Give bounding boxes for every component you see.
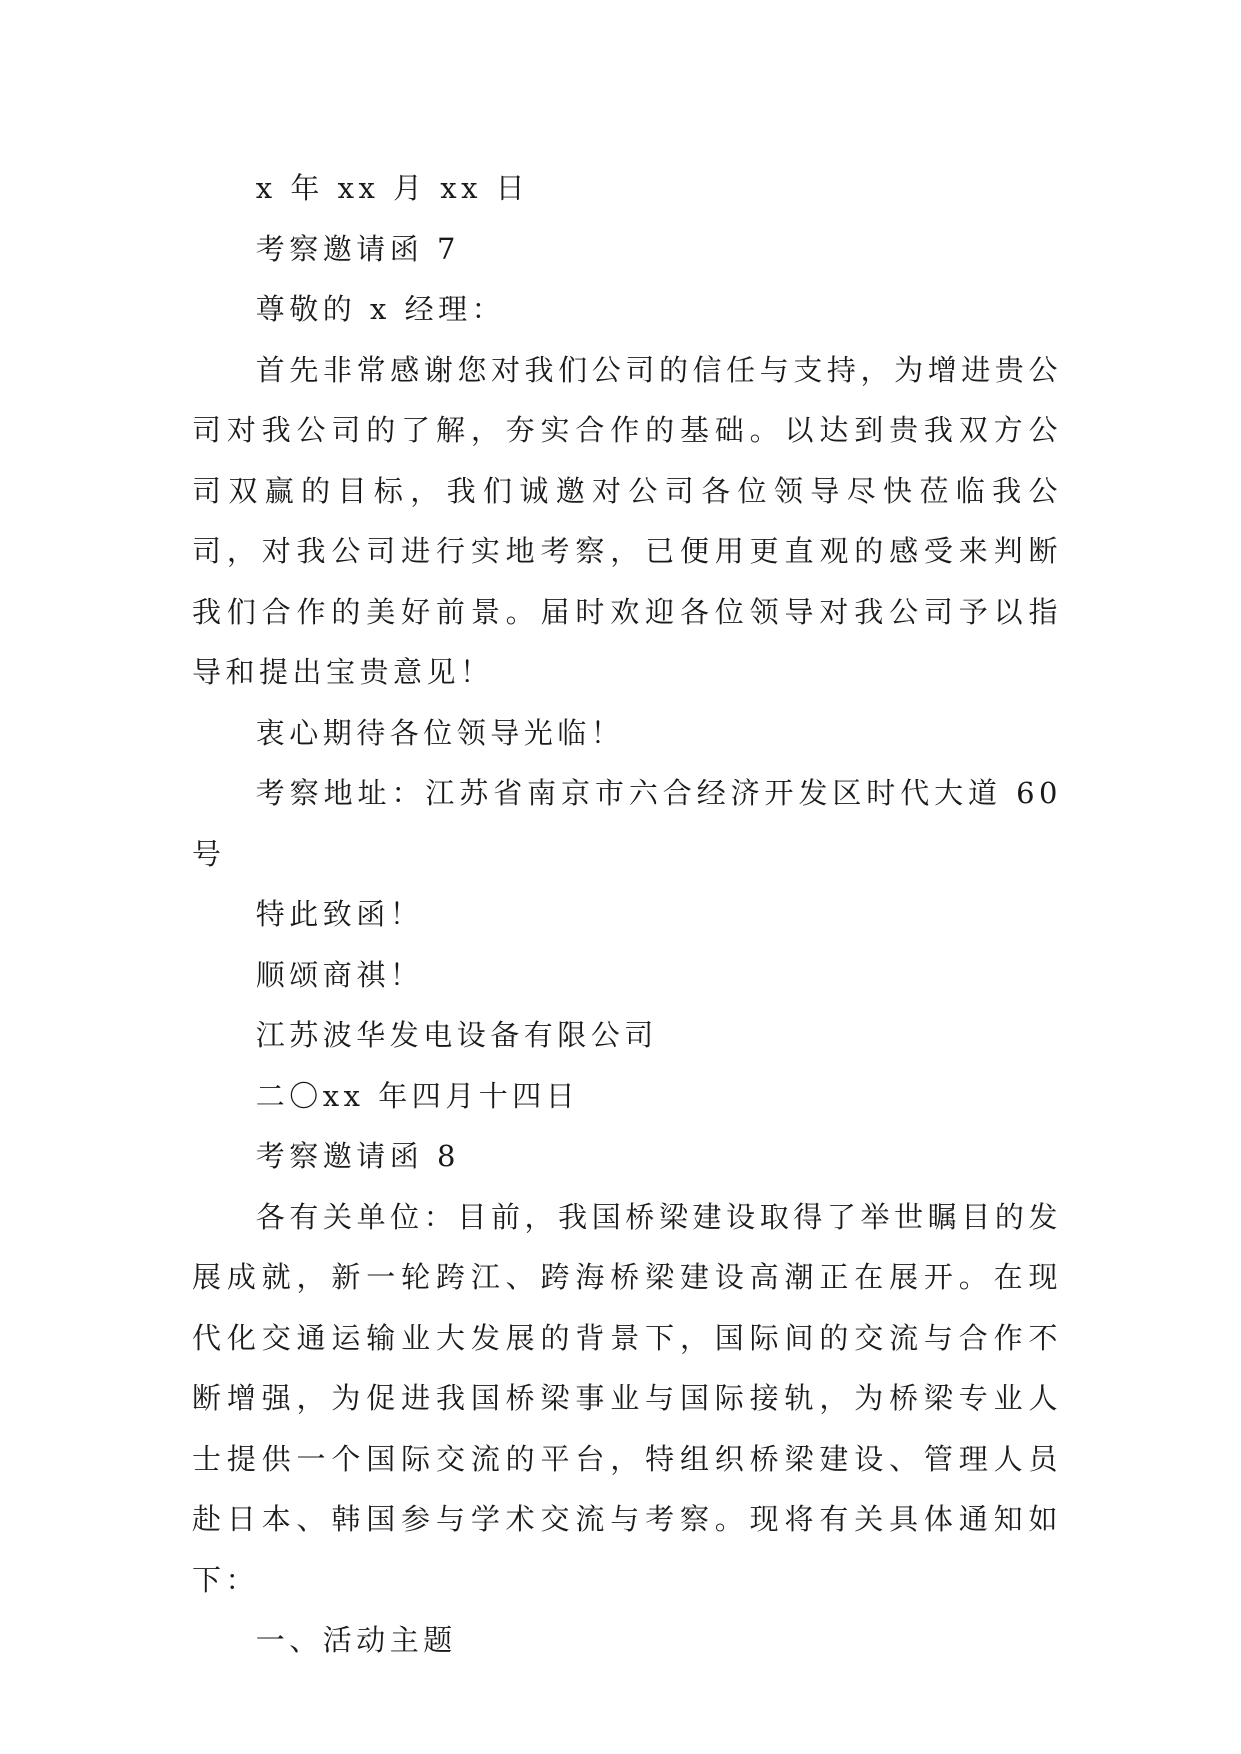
signature-date: 二〇xx 年四月十四日 [255, 1078, 580, 1113]
closing-wish: 衷心期待各位领导光临！ [255, 715, 625, 750]
company-signature: 江苏波华发电设备有限公司 [255, 1018, 658, 1052]
notice-paragraph: 各有关单位：目前，我国桥梁建设取得了举世瞩目的发展成就，新一轮跨江、跨海桥梁建设高潮正在展开。在现代化交通运输业大发展的背景下，国际间的交流与合作不断增强，为促进我国桥梁事业与国际接轨，为桥梁专业人士提供一个国际交流的平台，特组织桥梁建设、管理人员赴日本、韩国参与学术交流与考察。现将有关具体通知如下： [192, 1199, 1062, 1597]
closing-remark: 特此致函！ [255, 897, 424, 931]
body-paragraph: 首先非常感谢您对我们公司的信任与支持，为增进贵公司对我公司的了解，夯实合作的基础。以达到贵我双方公司双赢的目标，我们诚邀对公司各位领导尽快莅临我公司，对我公司进行实地考察，已便用更直观的感受来判断我们合作的美好前景。届时欢迎各位领导对我公司予以指导和提出宝贵意见！ [192, 352, 1062, 689]
letter-title-7: 考察邀请函 7 [255, 231, 460, 266]
date-line: x 年 xx 月 xx 日 [255, 171, 530, 205]
closing-greeting: 顺颂商祺！ [255, 957, 424, 992]
inspection-address: 考察地址：江苏省南京市六合经济开发区时代大道 60 号 [192, 776, 1062, 871]
letter-title-8: 考察邀请函 8 [255, 1139, 460, 1173]
document-body [192, 158, 1062, 1671]
salutation: 尊敬的 x 经理： [255, 292, 506, 326]
section-heading: 一、活动主题 [255, 1623, 457, 1657]
